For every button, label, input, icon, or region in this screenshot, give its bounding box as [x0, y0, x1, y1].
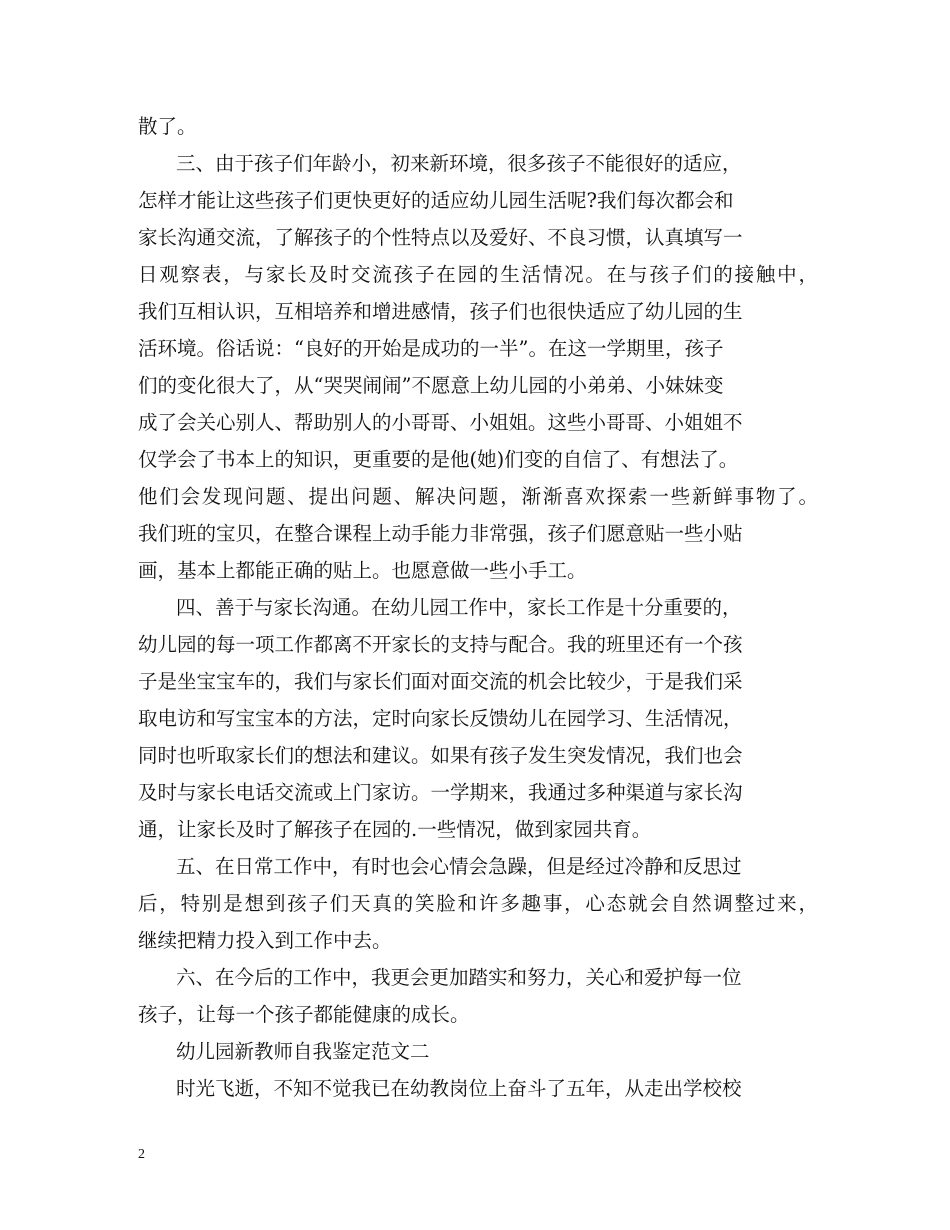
- text-line-content: 时光飞逝，不知不觉我已在幼教岗位上奋斗了五年，从走出学校校: [176, 1077, 742, 1100]
- text-line: [138, 1033, 818, 1070]
- text-line: [138, 700, 818, 737]
- text-line: [138, 367, 818, 404]
- page-number: 2: [138, 1147, 145, 1162]
- text-line: [138, 441, 818, 478]
- text-line: [138, 996, 818, 1033]
- text-line: [138, 737, 818, 774]
- text-line: [138, 959, 818, 996]
- text-line-content: 五、在日常工作中，有时也会心情会急躁，但是经过冷静和反思过: [176, 855, 742, 878]
- text-line: [138, 182, 818, 219]
- text-line-content: 通，让家长及时了解孩子在园的.一些情况，做到家园共育。: [138, 818, 652, 841]
- text-line-content: 仅学会了书本上的知识，更重要的是他(她)们变的自信了、有想法了。: [138, 448, 739, 471]
- text-line: [138, 515, 818, 552]
- text-line-content: 幼儿园新教师自我鉴定范文二: [176, 1040, 430, 1063]
- text-line: [138, 774, 818, 811]
- text-line-content: 家长沟通交流，了解孩子的个性特点以及爱好、不良习惯，认真填写一: [138, 226, 743, 249]
- text-line: [138, 330, 818, 367]
- text-line: [138, 848, 818, 885]
- text-line-content: 散了。: [138, 115, 197, 138]
- text-line: [138, 663, 818, 700]
- text-line-content: 继续把精力投入到工作中去。: [138, 929, 392, 952]
- text-line-content: 幼儿园的每一项工作都离不开家长的支持与配合。我的班里还有一个孩: [138, 633, 743, 656]
- text-line: [138, 922, 818, 959]
- text-line-content: 画，基本上都能正确的贴上。也愿意做一些小手工。: [138, 559, 587, 582]
- text-line: [138, 256, 818, 293]
- text-line: [138, 552, 818, 589]
- text-line: [138, 885, 818, 922]
- text-line-content: 取电访和写宝宝本的方法，定时向家长反馈幼儿在园学习、生活情况，: [138, 707, 743, 730]
- text-line-content: 四、善于与家长沟通。在幼儿园工作中，家长工作是十分重要的，: [176, 596, 742, 619]
- text-line-content: 我们互相认识，互相培养和增进感情，孩子们也很快适应了幼儿园的生: [138, 300, 743, 323]
- text-line-content: 成了会关心别人、帮助别人的小哥哥、小姐姐。这些小哥哥、小姐姐不: [138, 411, 743, 434]
- text-line: [138, 811, 818, 848]
- text-line: [138, 626, 818, 663]
- text-line-content: 活环境。俗话说：“良好的开始是成功的一半”。在这一学期里，孩子: [138, 337, 724, 360]
- text-line-content: 三、由于孩子们年龄小，初来新环境，很多孩子不能很好的适应，: [176, 152, 742, 175]
- text-line: [138, 1070, 818, 1107]
- text-line-content: 日观察表，与家长及时交流孩子在园的生活情况。在与孩子们的接触中，: [138, 263, 820, 286]
- text-line-content: 们的变化很大了，从“哭哭闹闹”不愿意上幼儿园的小弟弟、小妹妹变: [138, 374, 724, 397]
- text-line: [138, 404, 818, 441]
- document-body: [138, 108, 818, 1107]
- text-line-content: 怎样才能让这些孩子们更快更好的适应幼儿园生活呢?我们每次都会和: [138, 189, 734, 212]
- text-line: [138, 293, 818, 330]
- text-line-content: 六、在今后的工作中，我更会更加踏实和努力，关心和爱护每一位: [176, 966, 742, 989]
- text-line-content: 孩子，让每一个孩子都能健康的成长。: [138, 1003, 470, 1026]
- text-line: [138, 219, 818, 256]
- text-line-content: 子是坐宝宝车的，我们与家长们面对面交流的机会比较少，于是我们采: [138, 670, 743, 693]
- text-line-content: 同时也听取家长们的想法和建议。如果有孩子发生突发情况，我们也会: [138, 744, 743, 767]
- text-line-content: 及时与家长电话交流或上门家访。一学期来，我通过多种渠道与家长沟: [138, 781, 743, 804]
- text-line-content: 我们班的宝贝，在整合课程上动手能力非常强，孩子们愿意贴一些小贴: [138, 522, 743, 545]
- text-line: [138, 478, 818, 515]
- text-line: [138, 145, 818, 182]
- text-line-content: 他们会发现问题、提出问题、解决问题，渐渐喜欢探索一些新鲜事物了。: [138, 485, 820, 508]
- text-line-content: 后，特别是想到孩子们天真的笑脸和许多趣事，心态就会自然调整过来，: [138, 892, 820, 915]
- text-line: [138, 108, 818, 145]
- text-line: [138, 589, 818, 626]
